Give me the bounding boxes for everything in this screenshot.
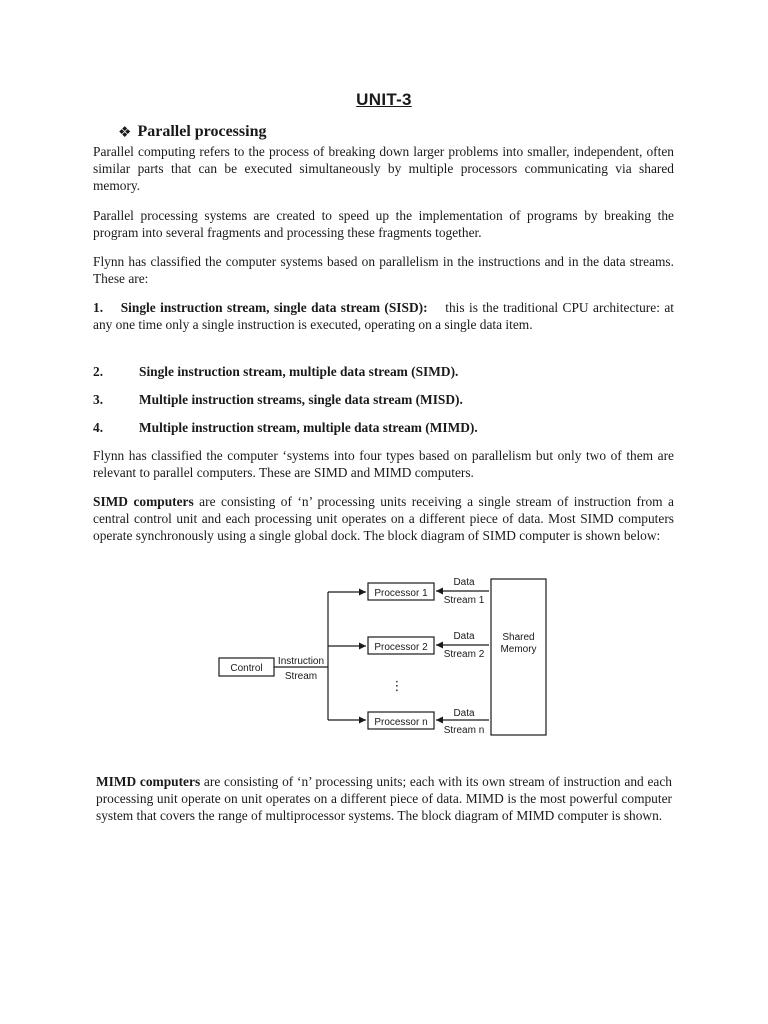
section-heading: [118, 123, 266, 141]
paragraph-intro: Parallel computing refers to the process of breaking down larger problems into smaller, independent, often similar parts that can be executed simultaneously by multiple processors communicating via shared memory.: [93, 144, 674, 193]
shared-memory-label-1: Shared: [502, 632, 535, 643]
data-label-n: Data: [453, 708, 475, 719]
paragraph-mimd: [96, 773, 672, 824]
processor-2-label: Processor 2: [374, 642, 428, 653]
list-item: [93, 391, 674, 408]
stream-label-n: Stream n: [443, 725, 485, 736]
list-item: [93, 299, 674, 333]
shared-memory-box: [491, 579, 546, 735]
shared-memory-label-2: Memory: [500, 644, 537, 655]
stream-label-1: Stream 1: [443, 595, 485, 606]
instruction-label: Instruction: [277, 656, 325, 667]
ellipsis-icon: ⋮: [390, 678, 404, 693]
stream-label-2: Stream 2: [443, 649, 485, 660]
list-item-label: Multiple instruction streams, single data stream (MISD).: [139, 392, 463, 407]
mimd-text: are consisting of ‘n’ processing units; each with its own stream of instruction and each processing unit operate on unit operates on a different piece of data. MIMD is the most powerful computer system that covers the range of multiprocessor systems. The block diagram of MIMD computer is shown.: [96, 774, 672, 823]
list-item-desc: this is the traditional CPU architecture: at any one time only a single instruction is executed, operating on a single data item.: [93, 300, 675, 332]
instruction-stream-label: Stream: [284, 671, 318, 682]
paragraph-systems: Parallel processing systems are created to speed up the implementation of programs by breaking the program into several fragments and processing these fragments together.: [93, 208, 674, 240]
list-item: [93, 363, 674, 380]
simd-term: SIMD computers: [93, 494, 194, 509]
list-item-number: 3.: [93, 392, 104, 407]
processor-1-label: Processor 1: [374, 588, 428, 599]
data-label-2: Data: [453, 631, 475, 642]
list-item: [93, 419, 674, 436]
data-label-1: Data: [453, 577, 475, 588]
diamond-bullet-icon: ❖: [118, 123, 132, 141]
list-item-number: 4.: [93, 420, 104, 435]
paragraph-relevant: Flynn has classified the computer ‘systems into four types based on parallelism but only two of them are relevant to parallel computers. These are SIMD and MIMD computers.: [93, 448, 674, 480]
section-heading-text: Parallel processing: [137, 123, 267, 140]
simd-block-diagram: [215, 570, 555, 742]
mimd-term: MIMD computers: [96, 774, 201, 789]
list-item-number: 2.: [93, 364, 104, 379]
processor-n-label: Processor n: [374, 717, 428, 728]
list-item-label: Single instruction stream, single data stream (SISD):: [120, 300, 428, 315]
list-item-label: Single instruction stream, multiple data stream (SIMD).: [139, 364, 459, 379]
paragraph-simd: [93, 493, 674, 544]
list-item-label: Multiple instruction stream, multiple data stream (MIMD).: [139, 420, 478, 435]
control-label: Control: [230, 663, 263, 674]
list-item-number: 1.: [93, 300, 104, 315]
simd-text: are consisting of ‘n’ processing units receiving a single stream of instruction from a central control unit and each processing unit operates on a different piece of data. Most SIMD computers operate synchronously using a single global dock. The block diagram of SIMD computer is shown below:: [93, 494, 675, 543]
page-title: UNIT-3: [356, 90, 412, 109]
paragraph-flynn: Flynn has classified the computer systems based on parallelism in the instructions and in the data streams. These are:: [93, 254, 674, 286]
